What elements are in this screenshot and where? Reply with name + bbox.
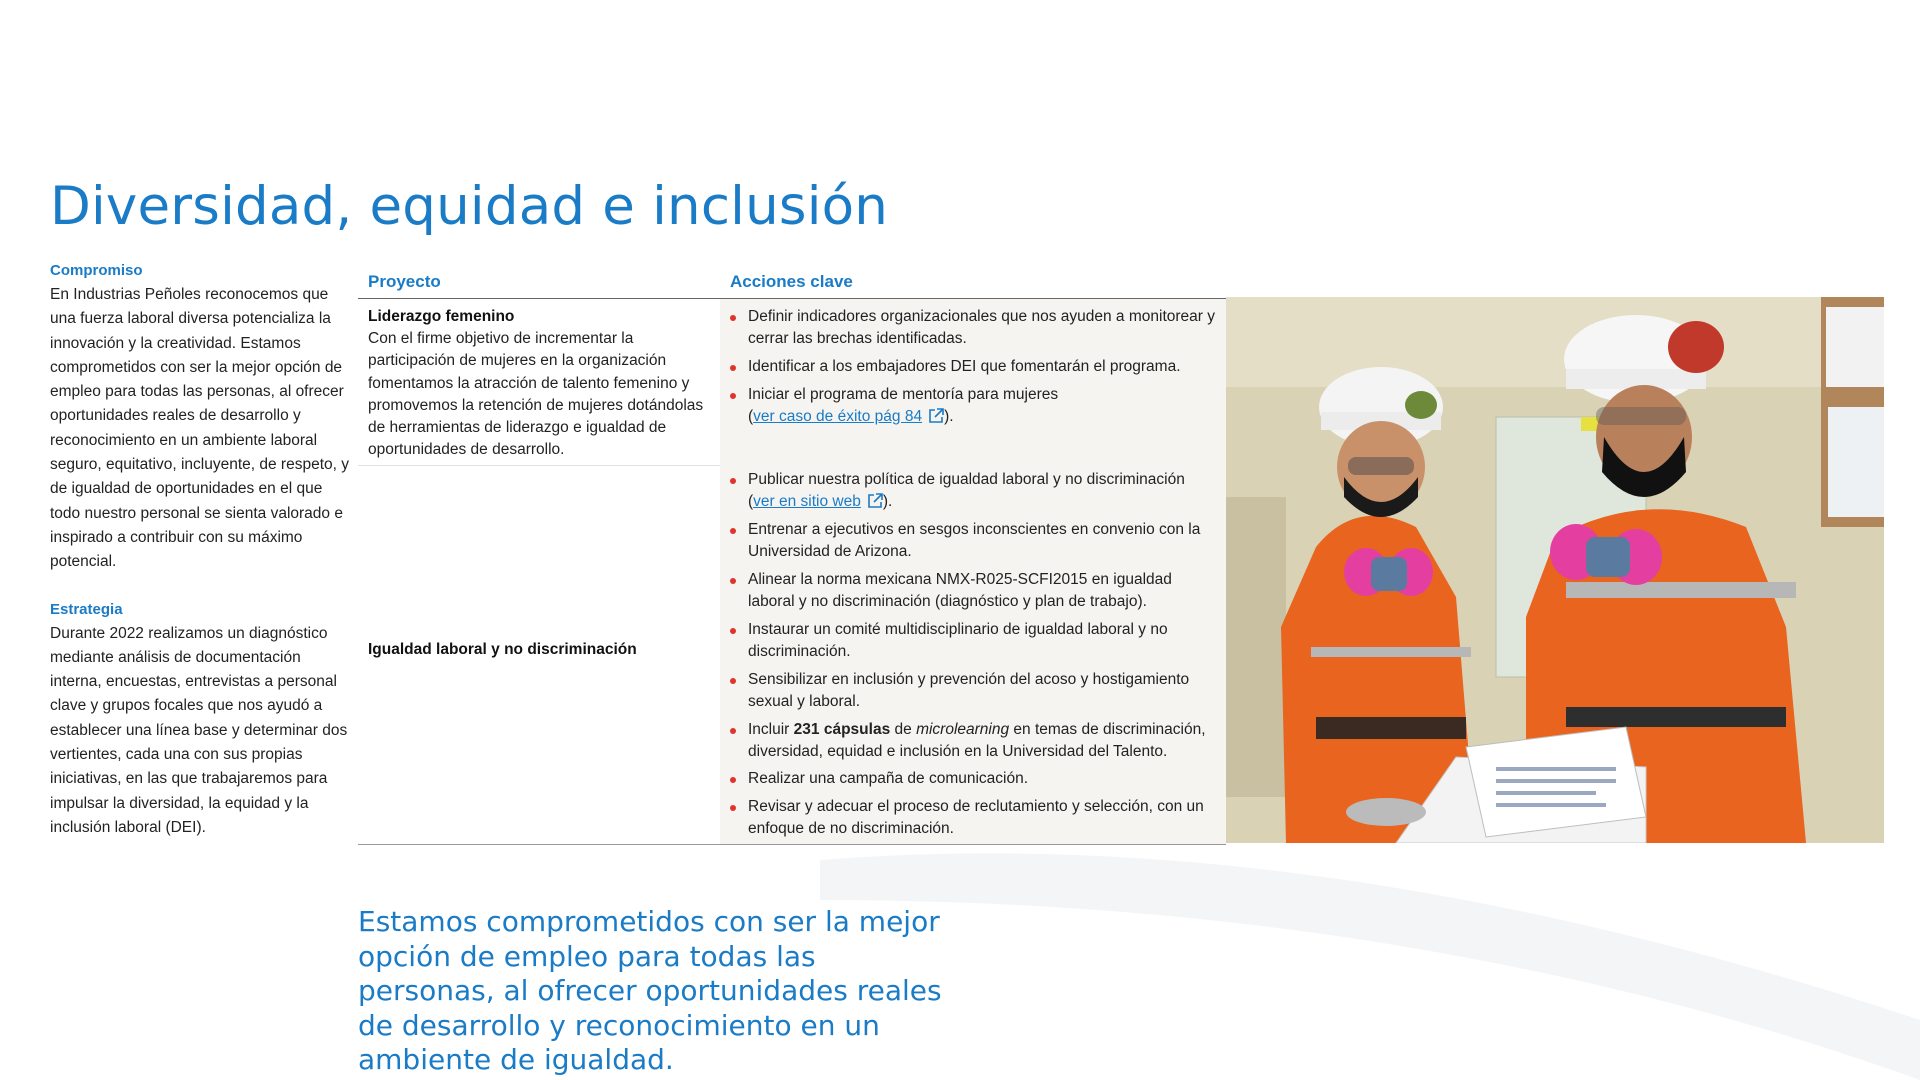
table-body	[358, 299, 1226, 845]
list-item: Iniciar el programa de mentoría para mujeres (ver caso de éxito pág 84 ).	[720, 384, 1226, 428]
commitment-heading: Compromiso	[50, 262, 143, 279]
bullet-icon	[730, 478, 736, 484]
decorative-swoosh	[820, 840, 1920, 1080]
project-cell-female-leadership	[368, 306, 713, 461]
actions-list-female-leadership	[720, 306, 1226, 434]
project-title: Liderazgo femenino	[368, 308, 515, 325]
list-item: Definir indicadores organizacionales que nos ayuden a monitorear y cerrar las brechas identificadas.	[720, 306, 1226, 350]
bullet-icon	[730, 777, 736, 783]
website-link[interactable]: ver en sitio web	[753, 493, 861, 511]
list-item: Sensibilizar en inclusión y prevención del acoso y hostigamiento sexual y laboral.	[720, 669, 1226, 713]
external-link-icon[interactable]	[867, 493, 883, 509]
project-cell-labor-equality	[368, 639, 713, 661]
projects-table	[358, 268, 1226, 845]
success-case-link[interactable]: ver caso de éxito pág 84	[753, 407, 923, 425]
actions-list-labor-equality	[720, 469, 1226, 846]
commitment-text: En Industrias Peñoles reconocemos que una fuerza laboral diversa potencializa la innovación y la creatividad. Estamos comprometidos con ser la mejor opción de empleo para todas las personas, al ofrecer oportunidades reales de desarrollo y reconocimiento en un ambiente laboral seguro, equitativo, incluyente, de respeto, y de igualdad de oportunidades en el que todo nuestro personal se sienta valorado e inspirado a contribuir con su máximo potencial.	[50, 286, 349, 571]
highlight-quote: Estamos comprometidos con ser la mejor opción de empleo para todas las personas, al ofrecer oportunidades reales de desarrollo y reconocimiento en un ambiente de igualdad.	[358, 905, 942, 1076]
workers-illustration	[1226, 297, 1884, 843]
list-item: Realizar una campaña de comunicación.	[720, 768, 1226, 790]
list-item: Entrenar a ejecutivos en sesgos inconscientes en convenio con la Universidad de Arizona.	[720, 519, 1226, 563]
bullet-icon	[730, 805, 736, 811]
list-item: Alinear la norma mexicana NMX-R025-SCFI2015 en igualdad laboral y no discriminación (diagnóstico y plan de trabajo).	[720, 569, 1226, 613]
bullet-icon	[730, 678, 736, 684]
list-item: Identificar a los embajadores DEI que fomentarán el programa.	[720, 356, 1226, 378]
left-column	[50, 262, 350, 840]
bullet-icon	[730, 628, 736, 634]
table-header	[358, 268, 1226, 299]
project-description: Con el firme objetivo de incrementar la participación de mujeres en la organización fomentamos la atracción de talento femenino y promovemos la retención de mujeres dotándolas de herramientas de liderazgo e igualdad de oportunidades de desarrollo.	[368, 330, 704, 459]
list-item: Instaurar un comité multidisciplinario de igualdad laboral y no discriminación.	[720, 619, 1226, 663]
list-item: Publicar nuestra política de igualdad laboral y no discriminación (ver en sitio web ).	[720, 469, 1226, 513]
bullet-icon	[730, 315, 736, 321]
strategy-heading: Estrategia	[50, 600, 123, 618]
page-title: Diversidad, equidad e inclusión	[50, 175, 889, 237]
strategy-text: Durante 2022 realizamos un diagnóstico mediante análisis de documentación interna, encuestas, entrevistas a personal clave y grupos focales que nos ayudó a establecer una línea base y determinar dos vertientes, cada una con sus propias iniciativas, en las que trabajaremos para impulsar la diversidad, la equidad y la inclusión laboral (DEI).	[50, 624, 348, 836]
list-item: Revisar y adecuar el proceso de reclutamiento y selección, con un enfoque de no discriminación.	[720, 796, 1226, 840]
header-project: Proyecto	[368, 272, 441, 291]
bullet-icon	[730, 393, 736, 399]
header-actions: Acciones clave	[730, 272, 853, 291]
workers-photo	[1226, 297, 1884, 843]
bullet-icon	[730, 728, 736, 734]
row-divider	[358, 465, 720, 466]
bullet-icon	[730, 528, 736, 534]
bullet-icon	[730, 365, 736, 371]
bullet-icon	[730, 578, 736, 584]
project-title: Igualdad laboral y no discriminación	[368, 641, 637, 658]
external-link-icon[interactable]	[928, 408, 944, 424]
list-item: Incluir 231 cápsulas de microlearning en temas de discriminación, diversidad, equidad e inclusión en la Universidad del Talento.	[720, 719, 1226, 763]
